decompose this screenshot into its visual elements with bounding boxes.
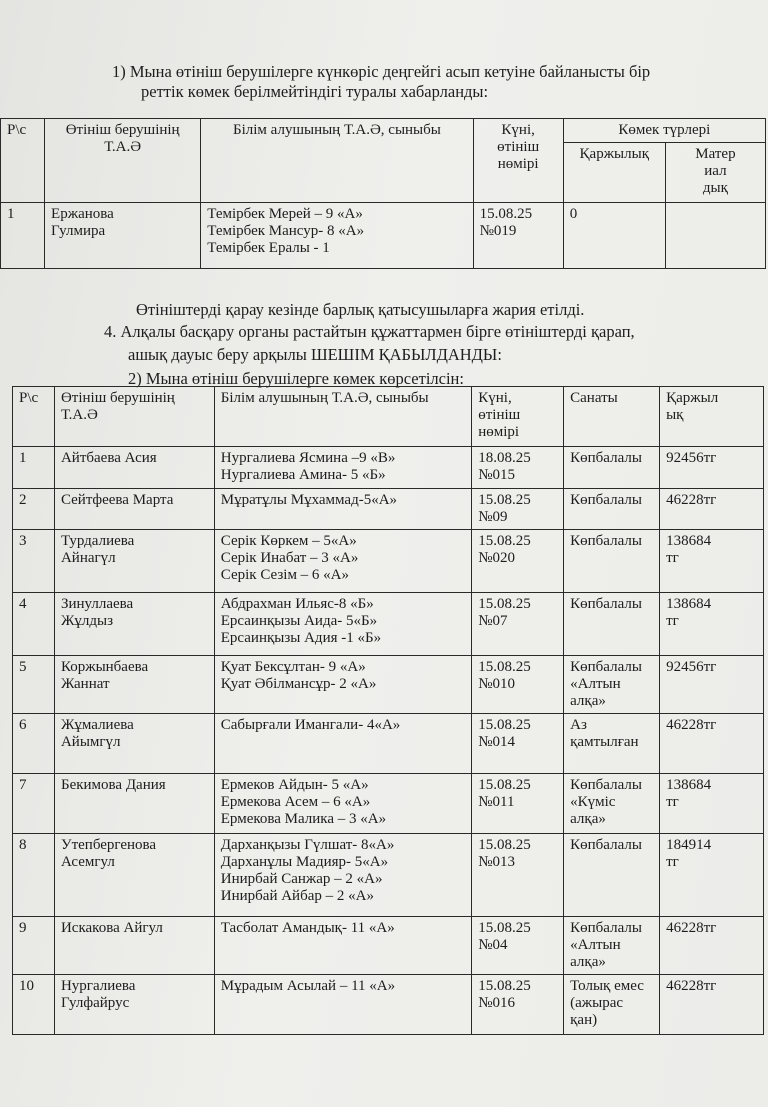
row-applicant: Ержанова Гулмира <box>45 203 201 269</box>
table-row <box>13 917 764 975</box>
header-material: Матер иал дық <box>665 143 765 203</box>
row-students: Нургалиева Ясмина –9 «В» Нургалиева Амина- 5 «Б» <box>214 447 471 489</box>
header-no: Р\с <box>1 119 45 203</box>
row-applicant: Сейтфеева Марта <box>54 489 214 530</box>
row-date: 15.08.25 №013 <box>472 834 564 917</box>
row-students: Темірбек Мерей – 9 «А» Темірбек Мансур- 8 «А» Темірбек Ералы - 1 <box>201 203 473 269</box>
row-financial: 0 <box>563 203 665 269</box>
row-no: 9 <box>13 917 55 975</box>
row-date: 15.08.25 №014 <box>472 714 564 774</box>
row-category: Көпбалалы <box>564 530 660 593</box>
row-students: Тасболат Амандық- 11 «А» <box>214 917 471 975</box>
row-applicant: Искакова Айгул <box>54 917 214 975</box>
row-applicant: Утепбергенова Асемгул <box>54 834 214 917</box>
row-applicant: Айтбаева Асия <box>54 447 214 489</box>
row-category: Көпбалалы «Күміс алқа» <box>564 774 660 834</box>
row-category: Көпбалалы «Алтын алқа» <box>564 656 660 714</box>
table-row <box>13 530 764 593</box>
row-category: Көпбалалы <box>564 834 660 917</box>
row-no: 5 <box>13 656 55 714</box>
header-no: Р\с <box>13 387 55 447</box>
row-date: 15.08.25 №09 <box>472 489 564 530</box>
row-amount: 46228тг <box>660 714 764 774</box>
row-students: Дарханқызы Гүлшат- 8«А» Дарханұлы Мадияр- 5«А» Инирбай Санжар – 2 «А» Инирбай Айбар – 2 «А» <box>214 834 471 917</box>
table-row <box>13 834 764 917</box>
row-date: 15.08.25 №020 <box>472 530 564 593</box>
row-applicant: Коржынбаева Жаннат <box>54 656 214 714</box>
row-no: 2 <box>13 489 55 530</box>
row-date: 15.08.25 №07 <box>472 593 564 656</box>
row-date: 15.08.25 №010 <box>472 656 564 714</box>
row-applicant: Турдалиева Айнагүл <box>54 530 214 593</box>
assistance-table-body <box>13 447 764 1035</box>
row-students: Серік Көркем – 5«А» Серік Инабат – 3 «А» Серік Сезім – 6 «А» <box>214 530 471 593</box>
announcement-text: Өтініштерді қарау кезінде барлық қатысушыларға жария етілді. <box>136 300 585 319</box>
row-students: Мұрадым Асылай – 11 «А» <box>214 975 471 1035</box>
section1-heading <box>112 62 650 102</box>
table-row <box>13 593 764 656</box>
row-category: Көпбалалы <box>564 593 660 656</box>
header-aid-types: Көмек түрлері <box>563 119 765 143</box>
row-no: 8 <box>13 834 55 917</box>
row-amount: 184914 тг <box>660 834 764 917</box>
table-row <box>13 774 764 834</box>
assistance-table <box>12 386 764 1035</box>
refusal-header-row <box>1 119 766 143</box>
header-student: Білім алушының Т.А.Ә, сыныбы <box>201 119 473 203</box>
row-category: Көпбалалы <box>564 489 660 530</box>
decision-line2: ашық дауыс беру арқылы ШЕШІМ ҚАБЫЛДАНДЫ: <box>128 345 502 364</box>
row-no: 4 <box>13 593 55 656</box>
table-row <box>13 714 764 774</box>
row-category: Көпбалалы «Алтын алқа» <box>564 917 660 975</box>
row-amount: 92456тг <box>660 656 764 714</box>
header-financial: Қаржылық <box>563 143 665 203</box>
row-amount: 46228тг <box>660 975 764 1035</box>
table-row <box>1 203 766 269</box>
row-applicant: Жұмалиева Айымгүл <box>54 714 214 774</box>
assistance-header-row <box>13 387 764 447</box>
header-student: Білім алушының Т.А.Ә, сыныбы <box>214 387 471 447</box>
row-material <box>665 203 765 269</box>
table-row <box>13 447 764 489</box>
row-no: 10 <box>13 975 55 1035</box>
row-date: 15.08.25 №019 <box>473 203 563 269</box>
row-students: Абдрахман Ильяс-8 «Б» Ерсаинқызы Аида- 5«Б» Ерсаинқызы Адия -1 «Б» <box>214 593 471 656</box>
table-row <box>13 975 764 1035</box>
header-category: Санаты <box>564 387 660 447</box>
row-amount: 138684 тг <box>660 593 764 656</box>
row-students: Сабырғали Имангали- 4«А» <box>214 714 471 774</box>
row-no: 6 <box>13 714 55 774</box>
section1-heading-line1: 1) Мына өтініш берушілерге күнкөріс деңгейгі асып кетуіне байланысты бір <box>112 62 651 81</box>
section2-heading: 2) Мына өтініш берушілерге көмек көрсетілсін: <box>128 369 464 388</box>
row-no: 1 <box>1 203 45 269</box>
row-amount: 138684 тг <box>660 530 764 593</box>
row-students: Қуат Бексұлтан- 9 «А» Қуат Әбілмансұр- 2 «А» <box>214 656 471 714</box>
row-no: 3 <box>13 530 55 593</box>
table-row <box>13 489 764 530</box>
row-applicant: Зинуллаева Жұлдыз <box>54 593 214 656</box>
row-amount: 138684 тг <box>660 774 764 834</box>
row-applicant: Нургалиева Гулфайрус <box>54 975 214 1035</box>
header-applicant: Өтініш берушінің Т.А.Ә <box>45 119 201 203</box>
row-category: Аз қамтылған <box>564 714 660 774</box>
row-date: 15.08.25 №016 <box>472 975 564 1035</box>
row-date: 15.08.25 №011 <box>472 774 564 834</box>
row-date: 15.08.25 №04 <box>472 917 564 975</box>
row-amount: 46228тг <box>660 917 764 975</box>
table-row <box>13 656 764 714</box>
row-category: Көпбалалы <box>564 447 660 489</box>
row-no: 7 <box>13 774 55 834</box>
row-category: Толық емес (ажырас қан) <box>564 975 660 1035</box>
row-amount: 92456тг <box>660 447 764 489</box>
row-applicant: Бекимова Дания <box>54 774 214 834</box>
row-students: Ермеков Айдын- 5 «А» Ермекова Асем – 6 «А» Ермекова Малика – 3 «А» <box>214 774 471 834</box>
section1-heading-line2: реттік көмек берілмейтіндігі туралы хабарланды: <box>141 82 489 101</box>
row-students: Мұратұлы Мұхаммад-5«А» <box>214 489 471 530</box>
row-amount: 46228тг <box>660 489 764 530</box>
header-applicant: Өтініш берушінің Т.А.Ә <box>54 387 214 447</box>
row-no: 1 <box>13 447 55 489</box>
header-amount: Қаржыл ық <box>660 387 764 447</box>
header-date: Күні, өтініш нөмірі <box>473 119 563 203</box>
row-date: 18.08.25 №015 <box>472 447 564 489</box>
refusal-table <box>0 118 766 269</box>
decision-line1: 4. Алқалы басқару органы растайтын құжаттармен бірге өтініштерді қарап, <box>104 322 635 341</box>
header-date: Күні, өтініш нөмірі <box>472 387 564 447</box>
